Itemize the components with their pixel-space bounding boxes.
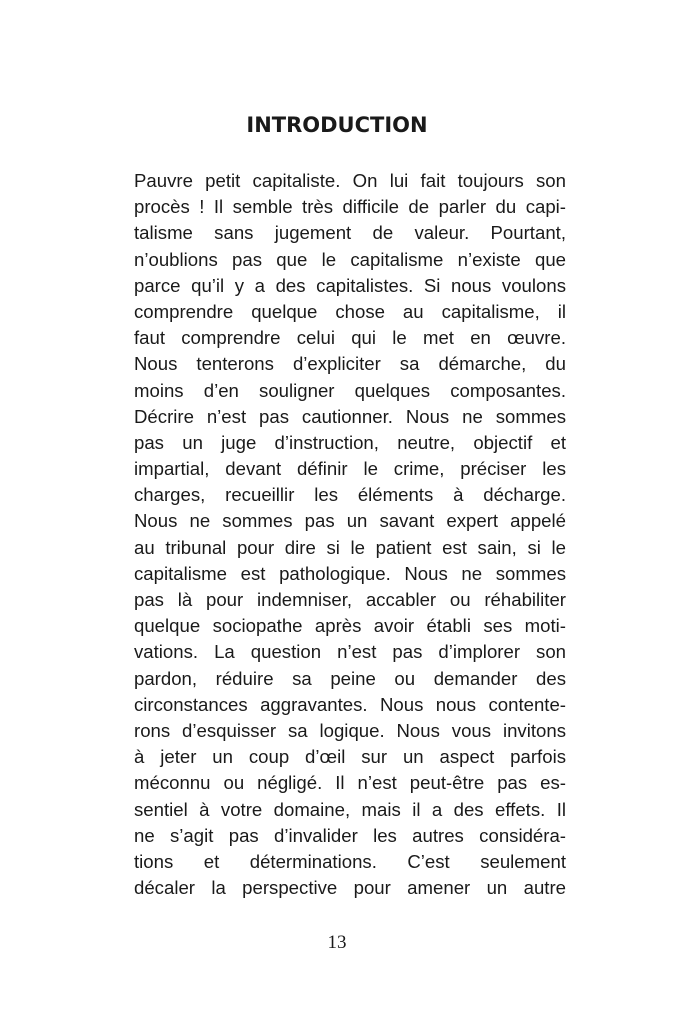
chapter-heading: INTRODUCTION [246,113,428,137]
text-line: au tribunal pour dire si le patient est sain, si le [134,536,566,558]
text-line: tions et déterminations. C’est seulement [134,850,566,872]
text-line: décaler la perspective pour amener un autre [134,877,566,899]
body-paragraph [134,168,566,901]
text-line: pardon, réduire sa peine ou demander des [134,667,566,689]
text-line: comprendre quelque chose au capitalisme, il [134,300,566,322]
text-line: Nous tenterons d’expliciter sa démarche, du [134,353,566,375]
text-line: circonstances aggravantes. Nous nous contente- [134,693,566,715]
text-line: faut comprendre celui qui le met en œuvre. [134,327,566,349]
text-line: Décrire n’est pas cautionner. Nous ne sommes [134,405,566,427]
text-line: impartial, devant définir le crime, préciser les [134,458,566,480]
text-line: capitalisme est pathologique. Nous ne sommes [134,562,566,584]
text-line: procès ! Il semble très difficile de parler du capi- [134,196,566,218]
text-line: parce qu’il y a des capitalistes. Si nous voulons [134,274,566,296]
text-line: pas là pour indemniser, accabler ou réhabiliter [134,589,566,610]
text-line: méconnu ou négligé. Il n’est peut-être pas es- [134,772,566,794]
text-line: Pauvre petit capitaliste. On lui fait toujours son [134,170,566,191]
text-line: ne s’agit pas d’invalider les autres considéra- [134,824,566,846]
text-line: moins d’en souligner quelques composantes. [134,379,566,401]
text-line: charges, recueillir les éléments à décharge. [134,484,566,506]
text-line: Nous ne sommes pas un savant expert appelé [134,510,566,532]
text-line: à jeter un coup d’œil sur un aspect parfois [134,746,566,768]
text-line: rons d’esquisser sa logique. Nous vous invitons [134,719,566,741]
page-number: 13 [327,932,347,953]
text-line: pas un juge d’instruction, neutre, objectif et [134,431,566,453]
text-line: vations. La question n’est pas d’implorer son [134,641,566,663]
text-line: talisme sans jugement de valeur. Pourtant, [134,222,566,244]
text-line: sentiel à votre domaine, mais il a des effets. Il [134,798,566,820]
text-line: quelque sociopathe après avoir établi ses moti- [134,615,566,637]
text-line: n’oublions pas que le capitalisme n’existe que [134,248,566,270]
